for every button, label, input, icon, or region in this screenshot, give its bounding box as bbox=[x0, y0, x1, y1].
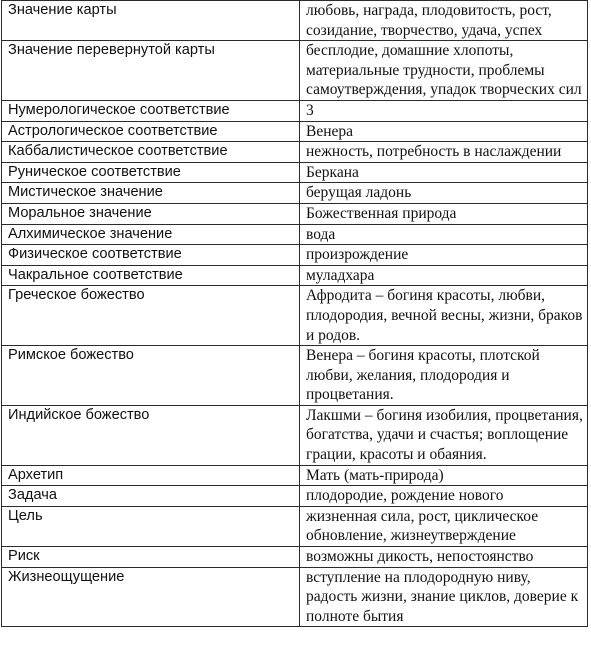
row-key: Индийское божество bbox=[2, 405, 300, 465]
row-value: произрождение bbox=[300, 245, 588, 266]
table-row bbox=[2, 121, 588, 142]
row-value: бесплодие, домашние хлопоты, материальные трудности, проблемы самоутверждения, упадок творческих сил bbox=[300, 41, 588, 101]
row-value: вода bbox=[300, 224, 588, 245]
row-value: муладхара bbox=[300, 265, 588, 286]
table-row bbox=[2, 245, 588, 266]
table-row bbox=[2, 346, 588, 406]
row-value: нежность, потребность в наслаждении bbox=[300, 142, 588, 163]
row-key: Греческое божество bbox=[2, 286, 300, 346]
row-key: Мистическое значение bbox=[2, 183, 300, 204]
table-row bbox=[2, 162, 588, 183]
table-row bbox=[2, 286, 588, 346]
row-value: Божественная природа bbox=[300, 203, 588, 224]
row-value: возможны дикость, непостоянство bbox=[300, 547, 588, 568]
row-key: Руническое соответствие bbox=[2, 162, 300, 183]
row-key: Архетип bbox=[2, 465, 300, 486]
table-row bbox=[2, 183, 588, 204]
table-row bbox=[2, 41, 588, 101]
table-row bbox=[2, 203, 588, 224]
row-value: плодородие, рождение нового bbox=[300, 486, 588, 507]
row-key: Значение перевернутой карты bbox=[2, 41, 300, 101]
row-key: Цель bbox=[2, 506, 300, 546]
table-row bbox=[2, 1, 588, 41]
row-value: вступление на плодородную ниву, радость жизни, знание циклов, доверие к полноте бытия bbox=[300, 567, 588, 627]
table-row bbox=[2, 142, 588, 163]
table-row bbox=[2, 265, 588, 286]
table-row bbox=[2, 486, 588, 507]
row-key: Риск bbox=[2, 547, 300, 568]
row-value: Беркана bbox=[300, 162, 588, 183]
row-key: Физическое соответствие bbox=[2, 245, 300, 266]
table-row bbox=[2, 567, 588, 627]
row-key: Нумерологическое соответствие bbox=[2, 100, 300, 121]
row-key: Значение карты bbox=[2, 1, 300, 41]
row-value: Афродита – богиня красоты, любви, плодородия, вечной весны, жизни, браков и родов. bbox=[300, 286, 588, 346]
table-row bbox=[2, 224, 588, 245]
row-value: жизненная сила, рост, циклическое обновление, жизнеутверждение bbox=[300, 506, 588, 546]
row-key: Астрологическое соответствие bbox=[2, 121, 300, 142]
row-key: Алхимическое значение bbox=[2, 224, 300, 245]
table-row bbox=[2, 547, 588, 568]
row-key: Каббалистическое соответствие bbox=[2, 142, 300, 163]
row-key: Задача bbox=[2, 486, 300, 507]
row-value: Венера – богиня красоты, плотской любви, желания, плодородия и процветания. bbox=[300, 346, 588, 406]
row-value: Лакшми – богиня изобилия, процветания, богатства, удачи и счастья; воплощение грации, красоты и обаяния. bbox=[300, 405, 588, 465]
table-row bbox=[2, 405, 588, 465]
row-value: берущая ладонь bbox=[300, 183, 588, 204]
row-value: любовь, награда, плодовитость, рост, созидание, творчество, удача, успех bbox=[300, 1, 588, 41]
table-row bbox=[2, 465, 588, 486]
table-row bbox=[2, 100, 588, 121]
correspondence-table bbox=[1, 0, 588, 627]
row-key: Жизнеощущение bbox=[2, 567, 300, 627]
row-value: 3 bbox=[300, 100, 588, 121]
row-value: Мать (мать-природа) bbox=[300, 465, 588, 486]
row-value: Венера bbox=[300, 121, 588, 142]
row-key: Чакральное соответствие bbox=[2, 265, 300, 286]
table-row bbox=[2, 506, 588, 546]
row-key: Римское божество bbox=[2, 346, 300, 406]
row-key: Моральное значение bbox=[2, 203, 300, 224]
